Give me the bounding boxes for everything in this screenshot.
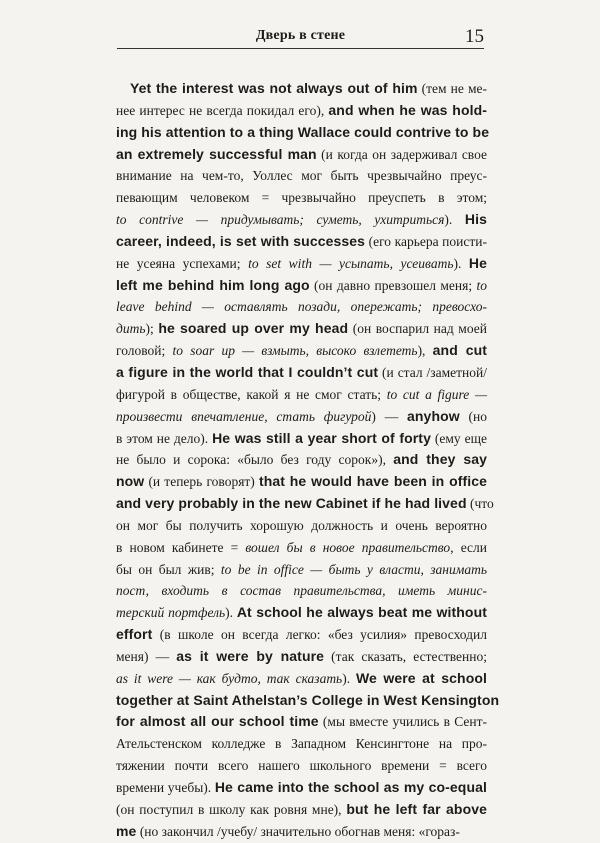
text-line — [116, 144, 487, 166]
text-line — [116, 471, 487, 493]
text-line — [116, 624, 487, 646]
english-text: effort — [116, 626, 153, 643]
translation-note: to set with — усыпать, усеивать — [248, 255, 454, 271]
english-text: me — [116, 822, 137, 839]
text-line — [116, 711, 487, 733]
text-line — [116, 275, 487, 297]
translation-note: пост, входить в состав правительства, иметь минис- — [116, 583, 487, 599]
running-header — [117, 26, 484, 49]
text-line — [116, 515, 487, 537]
russian-text: (он давно превзошел меня; — [309, 277, 477, 293]
russian-text: бы он был жив; — [116, 561, 221, 577]
translation-note: to be in office — быть у власти, занимать — [220, 561, 487, 577]
body-text — [116, 78, 500, 843]
russian-text: (и теперь говорят) — [144, 474, 259, 490]
english-text: and when he was hold- — [328, 101, 487, 118]
english-text: together at Saint Athelstan’s College in West Kensington — [116, 691, 500, 708]
russian-text: не было и сорока: «было без году сорок»), — [116, 452, 394, 468]
russian-text: (ему еще — [430, 430, 487, 446]
text-line — [116, 78, 487, 100]
russian-text: (его карьера поисти- — [365, 233, 487, 249]
russian-text: он мог бы получить хорошую должность и очень вероятно — [116, 517, 487, 533]
text-line — [116, 668, 487, 690]
russian-text: ), — [417, 343, 433, 359]
english-text: ing his attention to a thing Wallace could contrive to be — [116, 123, 490, 140]
text-line — [116, 733, 487, 755]
russian-text: ). — [444, 212, 465, 228]
text-line — [116, 187, 487, 209]
russian-text: внимание на чем-то, Уоллес мог быть чрезвычайно преус- — [116, 168, 487, 184]
russian-text: (но — [459, 408, 487, 424]
text-line — [116, 340, 487, 362]
russian-text: (что — [466, 496, 494, 512]
russian-text: в новом кабинете = — [116, 539, 246, 555]
translation-note: произвести впечатление, стать фигурой — [116, 408, 372, 424]
russian-text: (он воспарил над моей — [348, 321, 487, 337]
english-text: that he would have been in office — [258, 473, 488, 490]
text-line — [116, 755, 487, 777]
english-text: At school he always beat me without — [236, 604, 487, 621]
text-line — [116, 253, 487, 275]
russian-text: (и когда он задерживал свое — [316, 146, 487, 162]
russian-text: ) — — [371, 408, 408, 424]
translation-note: вошел бы в новое правительство — [245, 539, 451, 555]
text-line — [116, 449, 487, 471]
english-text: anyhow — [407, 407, 460, 424]
translation-note: as it were — как будто, так сказать — [116, 670, 343, 686]
translation-note: to soar up — взмыть, высоко взлететь — [172, 343, 418, 359]
english-text: for almost all our school time — [116, 713, 319, 730]
english-text: as it were by nature — [176, 647, 325, 664]
english-text: He came into the school as my co-equal — [214, 779, 487, 795]
english-text: and they say — [393, 451, 487, 468]
russian-text: (и стал /заметной/ — [378, 364, 487, 380]
russian-text: (тем не ме- — [417, 81, 487, 96]
text-line — [116, 165, 487, 187]
text-line — [116, 799, 487, 821]
text-line — [116, 384, 487, 406]
text-line — [116, 296, 487, 318]
english-text: now — [116, 473, 145, 490]
translation-note: leave behind — оставлять позади, опережать; превосхо- — [116, 299, 487, 315]
russian-text: ). — [453, 255, 469, 271]
english-text: a figure in the world that I couldn’t cut — [116, 363, 379, 380]
english-text: and very probably in the new Cabinet if he had lived — [116, 495, 467, 512]
text-line — [116, 602, 487, 624]
russian-text: (мы вместе учились в Сент- — [318, 714, 487, 730]
russian-text: ); — [145, 321, 159, 337]
text-line — [116, 559, 487, 581]
english-text: Yet the interest was not always out of him — [130, 80, 418, 96]
russian-text: меня) — — [116, 648, 177, 664]
russian-text: нее интерес не всегда покидал его), — [116, 102, 329, 118]
russian-text: фигурой в обществе, какой я не смог стать; — [116, 386, 387, 402]
english-text: We were at school — [355, 669, 488, 686]
text-line — [116, 777, 487, 799]
text-line — [116, 362, 487, 384]
text-line — [116, 537, 487, 559]
russian-text: не усеяна успехами; — [116, 255, 249, 271]
russian-text: (в школе он всегда легко: «без усилия» превосходил — [152, 627, 487, 643]
english-text: His — [464, 211, 487, 228]
russian-text: времени учебы). — [116, 780, 215, 795]
chapter-title: Дверь в стене — [255, 28, 346, 43]
text-line — [116, 821, 487, 843]
text-line — [116, 231, 487, 253]
text-line — [116, 318, 487, 340]
russian-text: (но закончил /учебу/ значительно обогнав меня: «гораз- — [136, 823, 460, 839]
english-text: He — [468, 254, 488, 271]
russian-text: головой; — [116, 343, 173, 359]
russian-text: в этом не дело). — [116, 430, 213, 446]
text-line — [116, 690, 500, 712]
text-line — [116, 406, 487, 428]
english-text: He was still a year short of forty — [212, 429, 431, 446]
english-text: he soared up over my head — [158, 320, 349, 337]
english-text: an extremely successful man — [116, 145, 317, 162]
russian-text: (он поступил в школу как ровня мне), — [116, 801, 347, 817]
english-text: left me behind him long ago — [116, 276, 310, 293]
page-number: 15 — [465, 26, 484, 47]
russian-text: Ательстенском колледже в Западном Кенсингтоне на про- — [116, 736, 487, 752]
text-line — [116, 580, 487, 602]
russian-text: певающим человеком = чрезвычайно преуспеть в этом; — [116, 190, 487, 206]
english-text: career, indeed, is set with successes — [116, 232, 366, 249]
translation-note: терский портфель — [116, 605, 226, 621]
russian-text: тяжении почти всего нашего школьного времени = всего — [116, 758, 487, 774]
translation-note: to — [476, 277, 488, 293]
translation-note: to cut a figure — — [386, 386, 487, 402]
russian-text: ). — [342, 670, 356, 686]
english-text: but he left far above — [346, 800, 487, 817]
russian-text: ). — [225, 605, 237, 621]
text-line — [116, 493, 494, 515]
text-line — [116, 122, 490, 144]
text-line — [116, 646, 487, 668]
text-line — [116, 100, 487, 122]
russian-text: , если — [450, 539, 487, 555]
translation-note: to contrive — придумывать; суметь, ухитриться — [116, 212, 445, 228]
text-line — [116, 428, 487, 450]
russian-text: (так сказать, естественно; — [324, 648, 487, 664]
english-text: and cut — [432, 342, 488, 359]
translation-note: дить — [116, 321, 146, 337]
text-line — [116, 209, 487, 231]
